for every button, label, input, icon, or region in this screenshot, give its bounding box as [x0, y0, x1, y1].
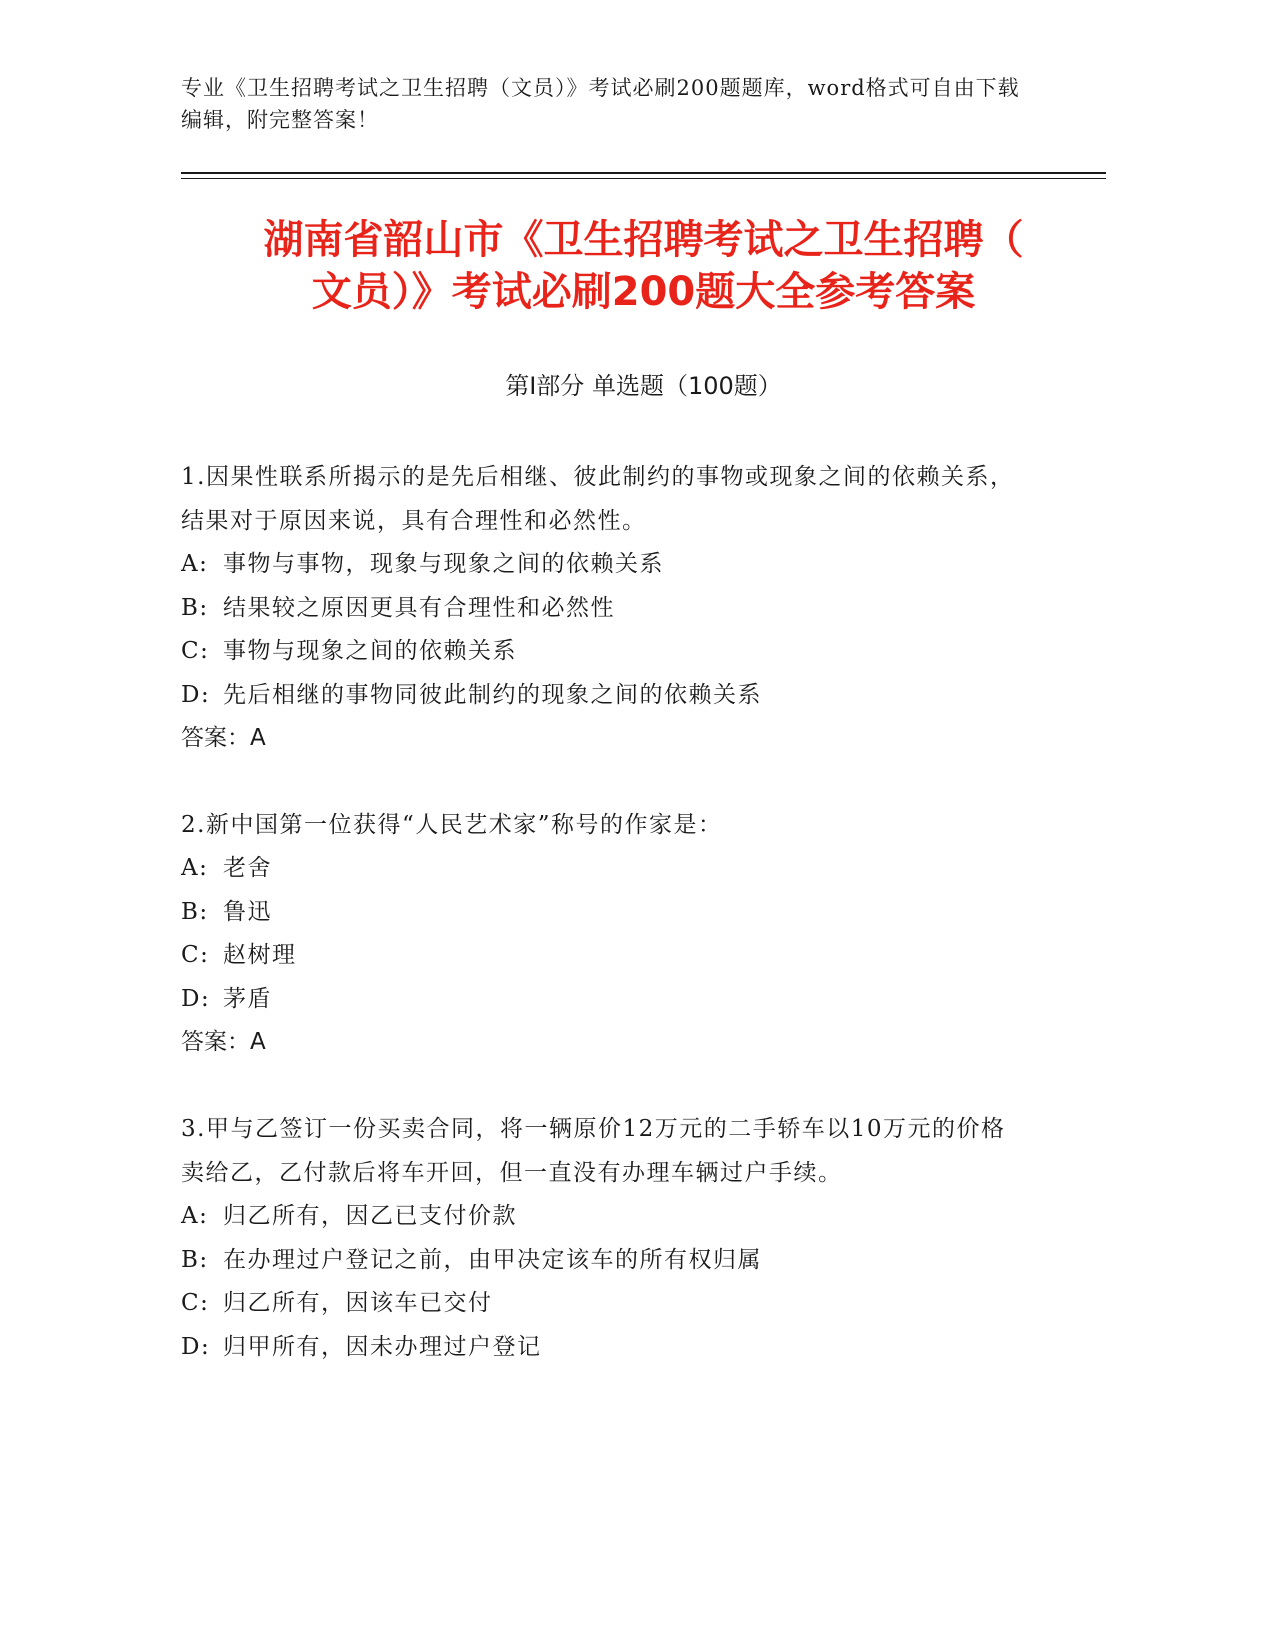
document-title [181, 214, 1106, 318]
option-c [181, 934, 1021, 978]
option-letter: D: [181, 681, 211, 708]
option-letter: B: [181, 1246, 209, 1273]
option-letter: A: [181, 1203, 209, 1229]
answer-line: 答案：A [181, 1029, 266, 1055]
option-text: 归甲所有，因未办理过户登记 [223, 1333, 542, 1360]
header-note: 专业《卫生招聘考试之卫生招聘（文员）》考试必刷200题题库，word格式可自由下载编辑，附完整答案！ [181, 76, 1020, 132]
option-text: 先后相继的事物同彼此制约的现象之间的依赖关系 [223, 681, 762, 708]
option-letter: A: [181, 551, 209, 577]
option-c [181, 1282, 1021, 1326]
title-line-2: 文员）》考试必刷200题大全参考答案 [311, 269, 976, 315]
option-b [181, 587, 1021, 631]
option-a [181, 543, 1021, 587]
option-d [181, 978, 1021, 1022]
section-heading: 第Ⅰ部分 单选题（100题） [505, 372, 782, 400]
option-letter: D: [181, 985, 211, 1012]
option-text: 鲁迅 [223, 898, 272, 925]
header-rule-thick [181, 172, 1106, 174]
option-letter: C: [181, 942, 210, 968]
option-text: 老舍 [223, 855, 272, 881]
option-text: 归乙所有，因乙已支付价款 [223, 1203, 517, 1229]
option-d [181, 1326, 1021, 1370]
question-stem: 2.新中国第一位获得“人民艺术家”称号的作家是： [181, 812, 723, 838]
option-letter: A: [181, 855, 209, 881]
option-text: 结果较之原因更具有合理性和必然性 [223, 594, 615, 621]
option-text: 归乙所有，因该车已交付 [223, 1290, 493, 1316]
question-stem: 1.因果性联系所揭示的是先后相继、彼此制约的事物或现象之间的依赖关系，结果对于原因来说，具有合理性和必然性。 [181, 464, 1015, 534]
question-stem: 3.甲与乙签订一份买卖合同，将一辆原价12万元的二手轿车以10万元的价格卖给乙，乙付款后将车开回，但一直没有办理车辆过户手续。 [181, 1116, 1006, 1186]
option-text: 事物与现象之间的依赖关系 [223, 638, 517, 664]
option-text: 在办理过户登记之前，由甲决定该车的所有权归属 [223, 1246, 762, 1273]
option-letter: C: [181, 1290, 210, 1316]
option-c [181, 630, 1021, 674]
option-text: 事物与事物，现象与现象之间的依赖关系 [223, 551, 664, 577]
question-3 [181, 1107, 1021, 1369]
header-rule-thin [181, 178, 1106, 179]
option-text: 赵树理 [223, 942, 297, 968]
option-letter: D: [181, 1333, 211, 1360]
option-b [181, 1239, 1021, 1283]
answer-line: 答案：A [181, 725, 266, 751]
option-text: 茅盾 [223, 985, 272, 1012]
title-line-1: 湖南省韶山市《卫生招聘考试之卫生招聘（ [263, 217, 1024, 263]
option-letter: C: [181, 638, 210, 664]
option-a [181, 1195, 1021, 1239]
option-letter: B: [181, 898, 209, 925]
option-b [181, 891, 1021, 935]
question-1 [181, 455, 1021, 761]
question-2 [181, 803, 1021, 1065]
option-d [181, 674, 1021, 718]
option-letter: B: [181, 594, 209, 621]
option-a [181, 847, 1021, 891]
